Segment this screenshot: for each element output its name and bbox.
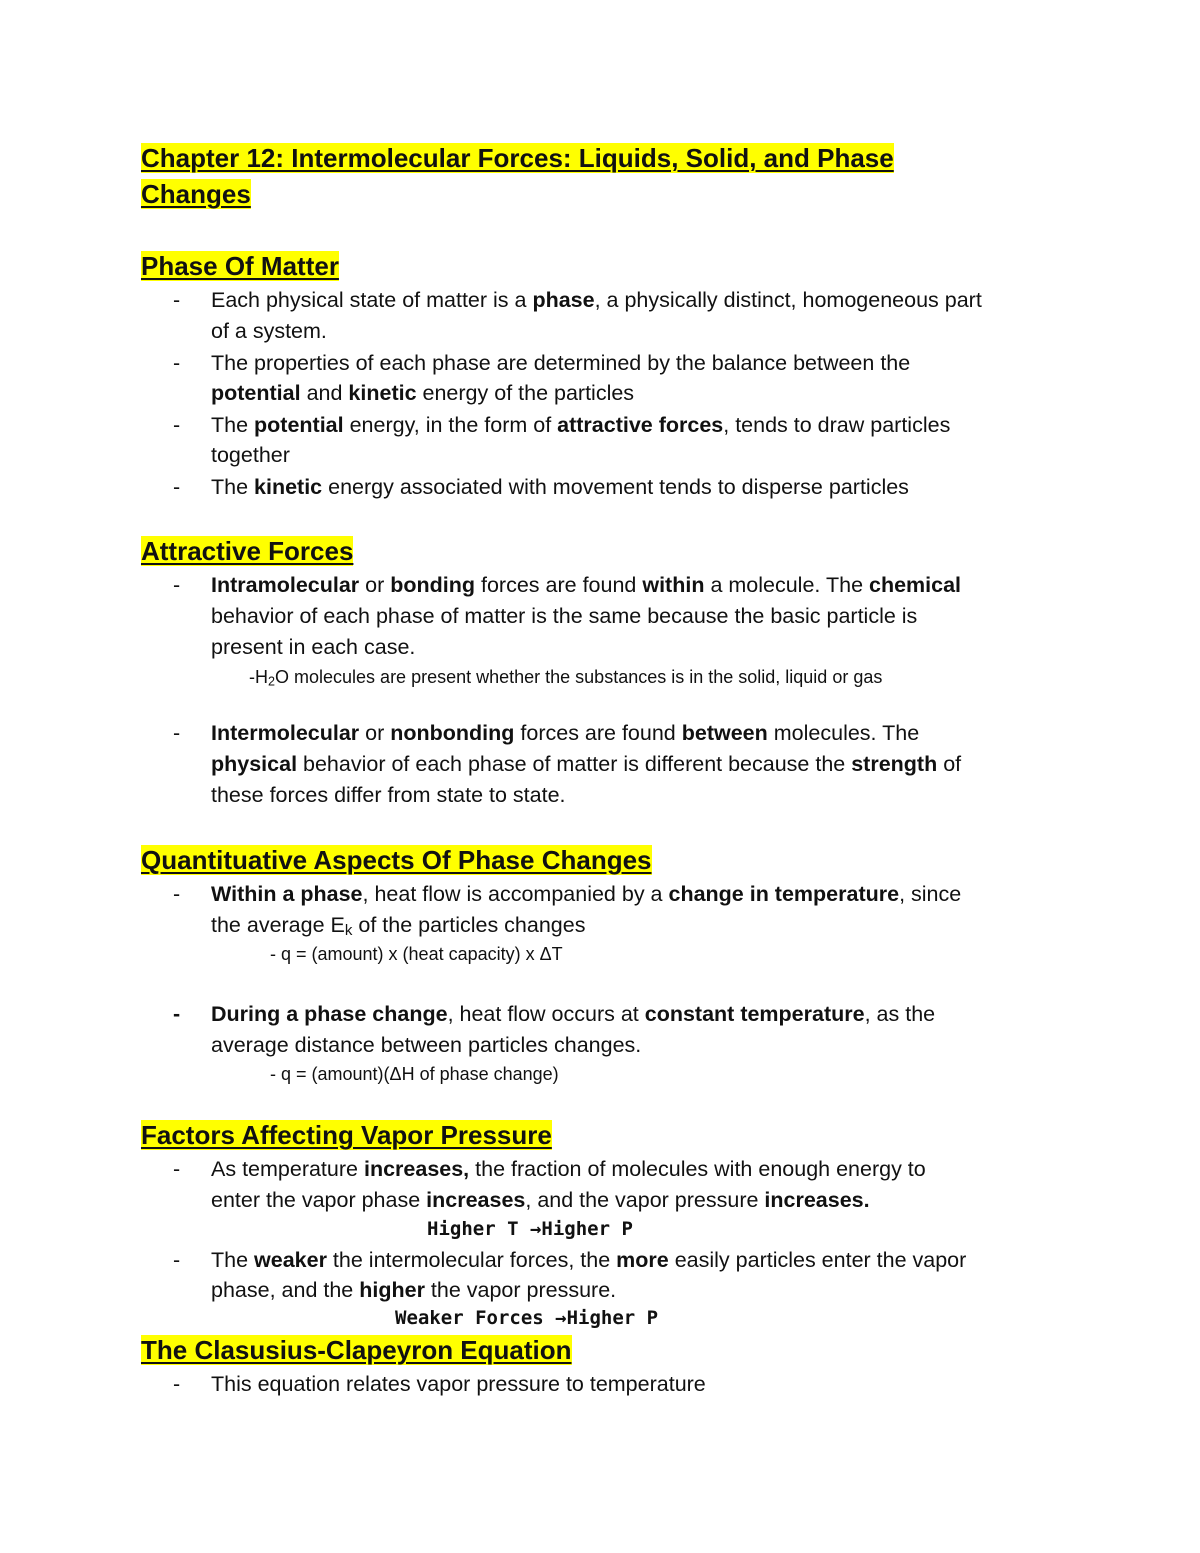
bullet-text-cont: present in each case.	[211, 635, 416, 659]
bullet-text: As temperature increases, the fraction of molecules with enough energy to	[211, 1157, 926, 1181]
bullet-text: During a phase change, heat flow occurs at constant temperature, as the	[211, 1002, 936, 1026]
bullet-text: Intermolecular or nonbonding forces are found between molecules. The	[211, 721, 920, 745]
bullet-dash: -	[173, 288, 181, 312]
bullet-text: The properties of each phase are determined by the balance between the	[211, 351, 911, 375]
bullet-text: Each physical state of matter is a phase, a physically distinct, homogeneous part	[211, 288, 982, 312]
heading-clausius-clapeyron: The Clasusius-Clapeyron Equation	[141, 1335, 572, 1365]
bullet-dash: -	[173, 1248, 181, 1272]
bullet-text: Within a phase, heat flow is accompanied by a change in temperature, since	[211, 882, 962, 906]
bullet-text-cont: average distance between particles changes.	[211, 1033, 642, 1057]
bullet-dash: -	[173, 1002, 181, 1026]
heat-equation-1: - q = (amount) x (heat capacity) x ΔT	[270, 944, 563, 964]
bullet-text-cont: phase, and the higher the vapor pressure.	[211, 1278, 617, 1302]
rule-higher-t: Higher T →Higher P	[427, 1218, 633, 1240]
bullet-text: The potential energy, in the form of attractive forces, tends to draw particles	[211, 413, 951, 437]
bullet-text-cont: physical behavior of each phase of matter is different because the strength of	[211, 752, 962, 776]
bullet-text: The kinetic energy associated with movement tends to disperse particles	[211, 475, 909, 499]
bullet-text: This equation relates vapor pressure to temperature	[211, 1372, 706, 1396]
heading-attractive-forces: Attractive Forces	[141, 536, 354, 566]
bullet-text-cont: the average $E_k$ of the particles changes	[211, 913, 586, 939]
heading-vapor-pressure: Factors Affecting Vapor Pressure	[141, 1120, 552, 1150]
rule-weaker-forces: Weaker Forces →Higher P	[395, 1307, 659, 1329]
bullet-text: The weaker the intermolecular forces, the more easily particles enter the vapor	[211, 1248, 967, 1272]
bullet-dash: -	[173, 1372, 181, 1396]
heading-phase-of-matter: Phase Of Matter	[141, 251, 339, 281]
chapter-title-line-1: Chapter 12: Intermolecular Forces: Liquids, Solid, and Phase	[141, 143, 894, 173]
bullet-text-cont: behavior of each phase of matter is the same because the basic particle is	[211, 604, 918, 628]
bullet-text-cont: of a system.	[211, 319, 327, 343]
bullet-dash: -	[173, 413, 181, 437]
bullet-dash: -	[173, 721, 181, 745]
bullet-text: Intramolecular or bonding forces are found within a molecule. The chemical	[211, 573, 962, 597]
bullet-dash: -	[173, 573, 181, 597]
bullet-dash: -	[173, 1157, 181, 1181]
heading-quantitative-aspects: Quantituative Aspects Of Phase Changes	[141, 845, 652, 875]
bullet-text-cont: these forces differ from state to state.	[211, 783, 566, 807]
bullet-text-cont: enter the vapor phase increases, and the vapor pressure increases.	[211, 1188, 870, 1212]
heat-equation-2: - q = (amount)(ΔH of phase change)	[270, 1064, 559, 1084]
bullet-dash: -	[173, 351, 181, 375]
bullet-text-cont: potential and kinetic energy of the particles	[211, 381, 635, 405]
bullet-dash: -	[173, 475, 181, 499]
bullet-dash: -	[173, 882, 181, 906]
bullet-text-cont: together	[211, 443, 290, 467]
water-note: $-H_2O$ molecules are present whether the substances is in the solid, liquid or gas	[249, 667, 883, 689]
chapter-title-line-2: Changes	[141, 179, 251, 209]
